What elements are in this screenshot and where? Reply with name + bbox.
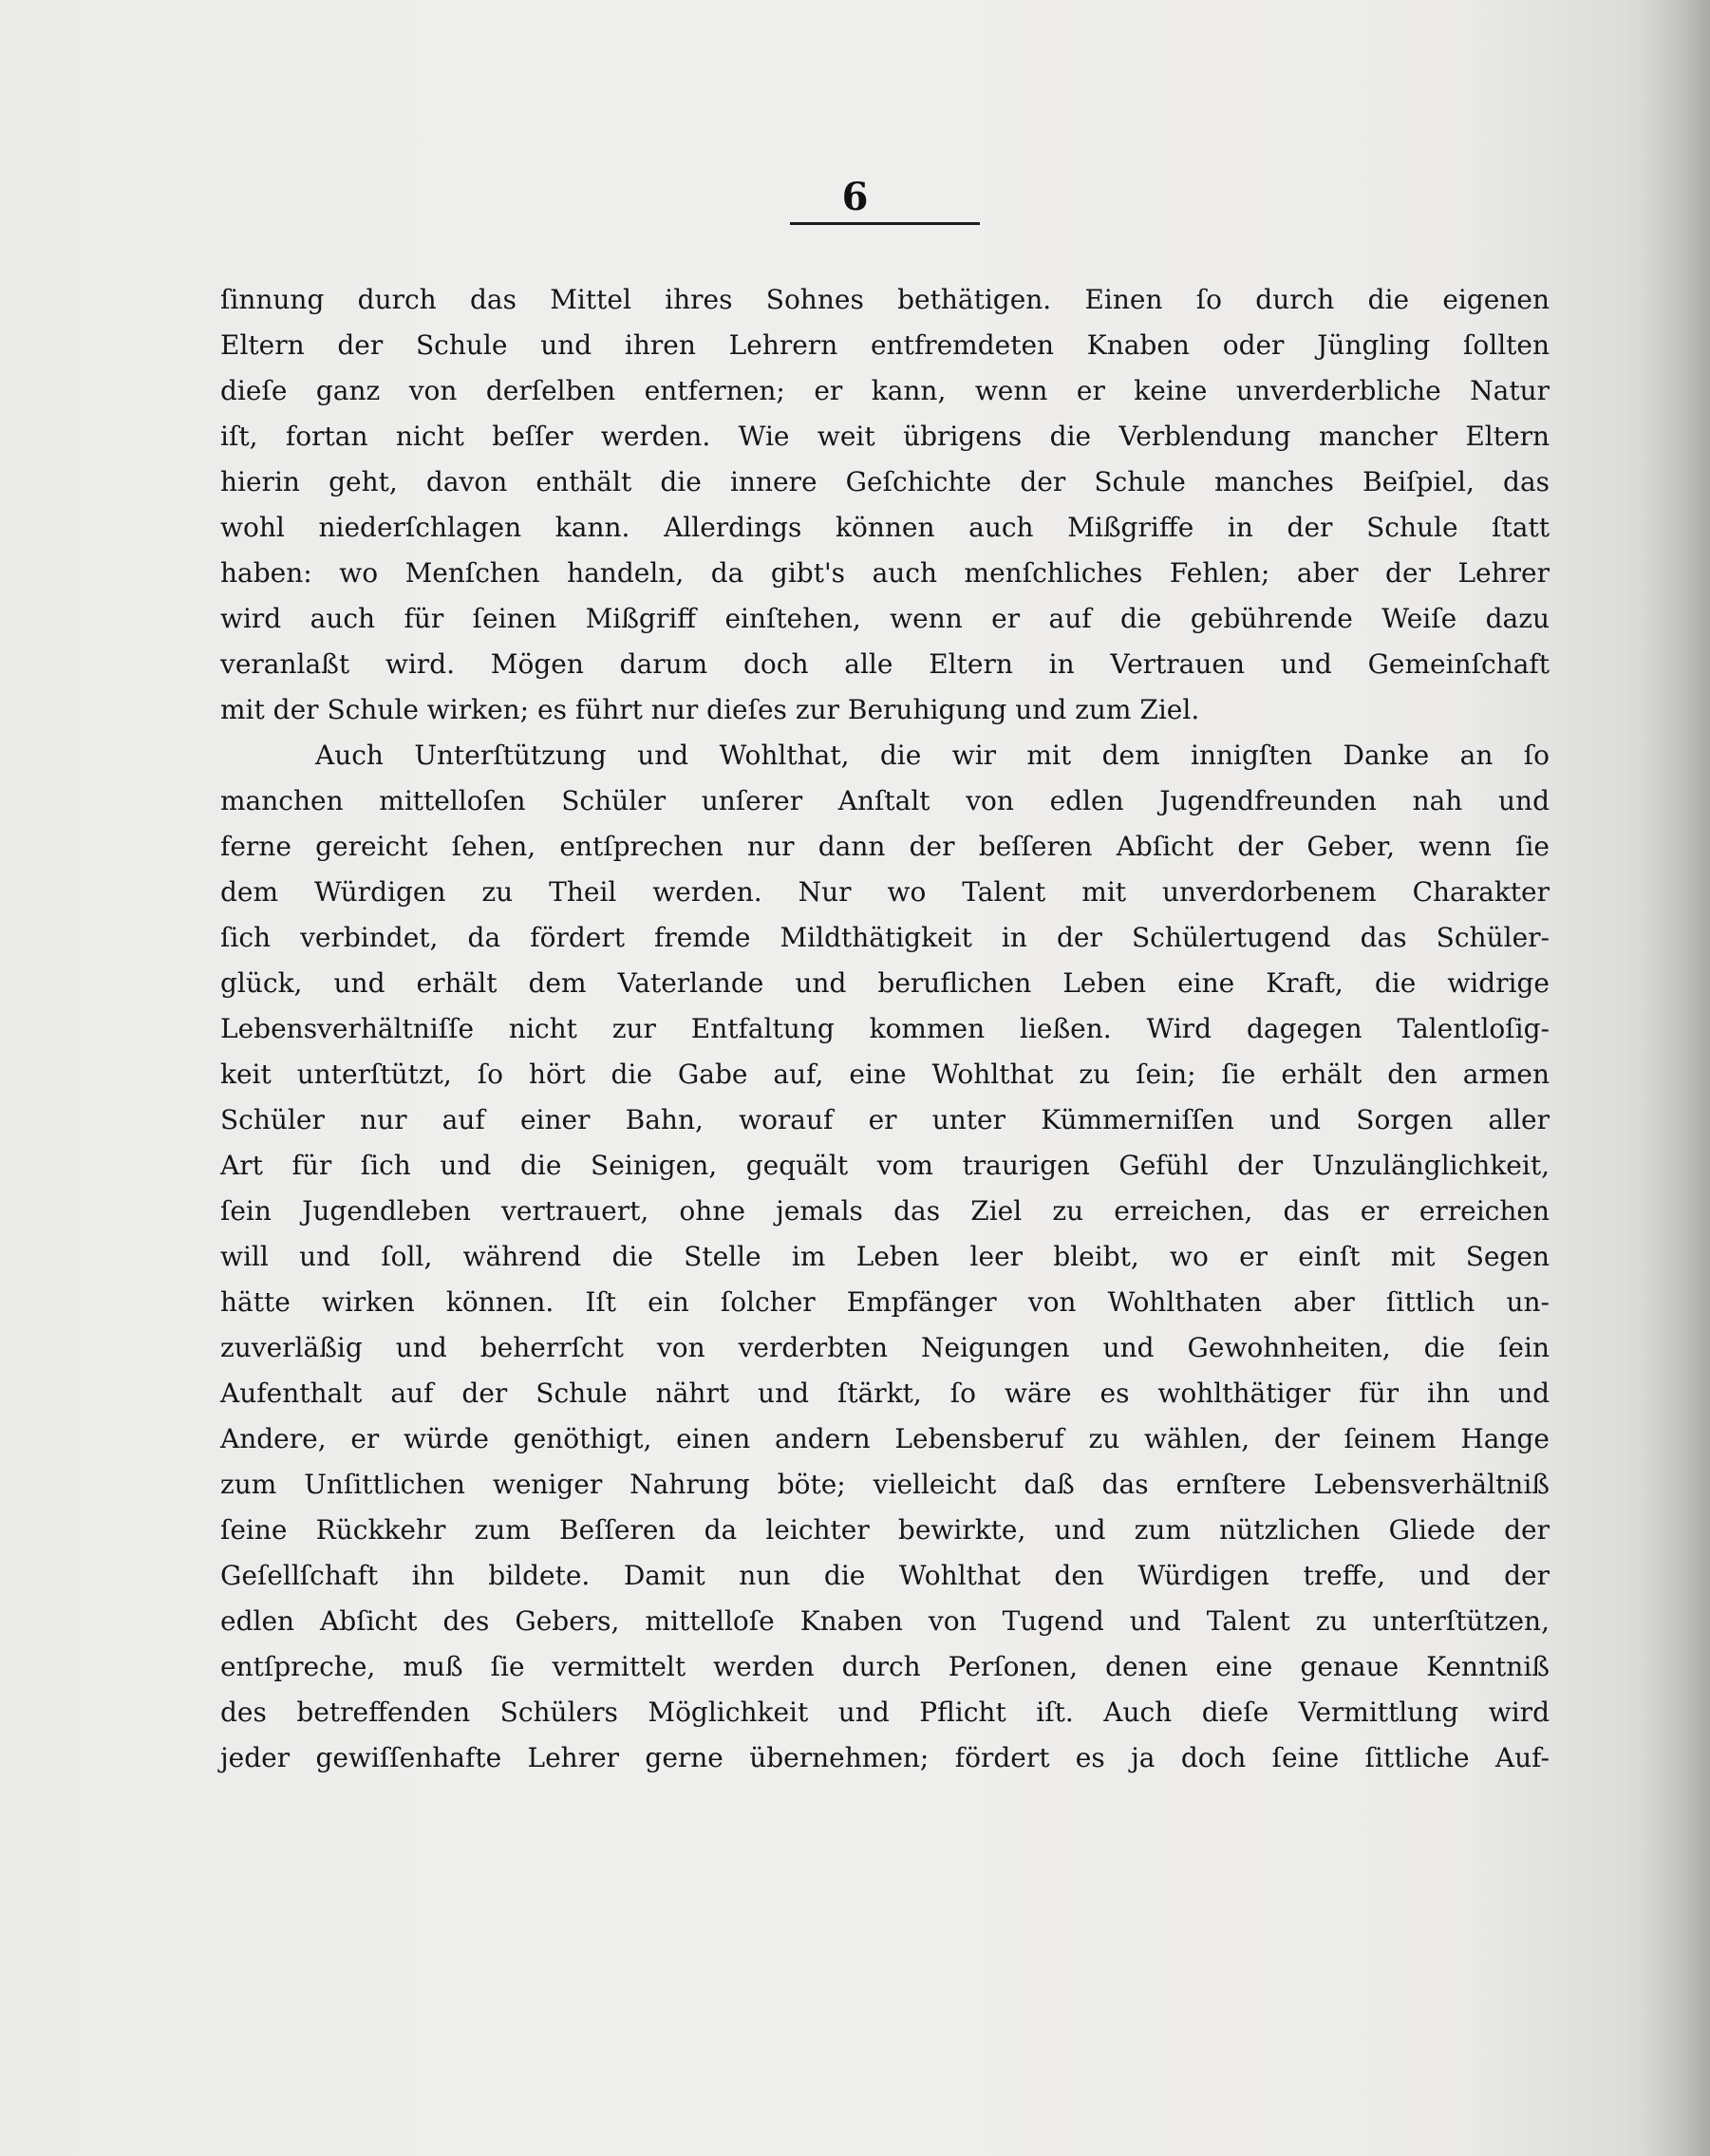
text-line: ſinnung durch das Mittel ihres Sohnes bethätigen. Einen ſo durch die eigenen — [220, 284, 1550, 315]
text-line: des betreffenden Schülers Möglichkeit und Pflicht iſt. Auch dieſe Vermittlung wird — [220, 1697, 1550, 1728]
text-line: wohl niederſchlagen kann. Allerdings können auch Mißgriffe in der Schule ſtatt — [220, 512, 1550, 543]
text-line: will und ſoll, während die Stelle im Leben leer bleibt, wo er einſt mit Segen — [220, 1241, 1550, 1272]
text-line: edlen Abſicht des Gebers, mittelloſe Knaben von Tugend und Talent zu unterſtützen, — [220, 1605, 1550, 1637]
text-line: glück, und erhält dem Vaterlande und beruflichen Leben eine Kraft, die widrige — [220, 967, 1550, 999]
text-line: iſt, fortan nicht beſſer werden. Wie weit übrigens die Verblendung mancher Eltern — [220, 421, 1550, 452]
paragraph-2 — [220, 733, 1550, 1781]
text-line: hierin geht, davon enthält die innere Geſchichte der Schule manches Beiſpiel, das — [220, 466, 1550, 497]
body-text — [220, 277, 1550, 1781]
text-line: keit unterſtützt, ſo hört die Gabe auf, eine Wohlthat zu ſein; ſie erhält den armen — [220, 1059, 1550, 1090]
text-line: zuverläßig und beherrſcht von verderbten Neigungen und Gewohnheiten, die ſein — [220, 1332, 1550, 1363]
text-line: ſein Jugendleben vertrauert, ohne jemals das Ziel zu erreichen, das er erreichen — [220, 1195, 1550, 1227]
text-line: veranlaßt wird. Mögen darum doch alle Eltern in Vertrauen und Gemeinſchaft — [220, 648, 1550, 680]
text-line: ſeine Rückkehr zum Beſſeren da leichter bewirkte, und zum nützlichen Gliede der — [220, 1514, 1550, 1546]
text-line: Auch Unterſtützung und Wohlthat, die wir mit dem innigſten Danke an ſo — [315, 740, 1550, 771]
page-number: 6 — [841, 175, 869, 219]
text-line: Eltern der Schule und ihren Lehrern entfremdeten Knaben oder Jüngling ſollten — [220, 329, 1550, 361]
text-line: wird auch für ſeinen Mißgriff einſtehen, wenn er auf die gebührende Weiſe dazu — [220, 603, 1550, 634]
text-line: haben: wo Menſchen handeln, da gibt's auch menſchliches Fehlen; aber der Lehrer — [220, 557, 1550, 589]
text-line: ferne gereicht ſehen, entſprechen nur dann der beſſeren Abſicht der Geber, wenn ſie — [220, 831, 1550, 862]
text-line: dem Würdigen zu Theil werden. Nur wo Talent mit unverdorbenem Charakter — [220, 876, 1550, 908]
text-line: entſpreche, muß ſie vermittelt werden durch Perſonen, denen eine genaue Kenntniß — [220, 1651, 1550, 1682]
text-line: Lebensverhältniſſe nicht zur Entfaltung kommen ließen. Wird dagegen Talentloſig- — [220, 1013, 1550, 1044]
text-line: jeder gewiſſenhafte Lehrer gerne übernehmen; fördert es ja doch ſeine ſittliche Auf- — [220, 1742, 1550, 1773]
text-line: ſich verbindet, da fördert fremde Mildthätigkeit in der Schülertugend das Schüler- — [220, 922, 1550, 953]
text-line: manchen mittelloſen Schüler unſerer Anſtalt von edlen Jugendfreunden nah und — [220, 785, 1550, 816]
text-line: Art für ſich und die Seinigen, gequält vom traurigen Gefühl der Unzulänglichkeit, — [220, 1150, 1550, 1181]
paragraph-1 — [220, 277, 1550, 733]
text-line: Aufenthalt auf der Schule nährt und ſtärkt, ſo wäre es wohlthätiger für ihn und — [220, 1378, 1550, 1409]
header-rule — [790, 222, 980, 225]
text-line: dieſe ganz von derſelben entfernen; er kann, wenn er keine unverderbliche Natur — [220, 375, 1550, 406]
text-line: mit der Schule wirken; es führt nur dieſes zur Beruhigung und zum Ziel. — [220, 694, 1200, 725]
text-line: hätte wirken können. Iſt ein ſolcher Empfänger von Wohlthaten aber ſittlich un- — [220, 1286, 1550, 1318]
text-line: Andere, er würde genöthigt, einen andern Lebensberuf zu wählen, der ſeinem Hange — [220, 1423, 1550, 1454]
text-line: Schüler nur auf einer Bahn, worauf er unter Kümmerniſſen und Sorgen aller — [220, 1104, 1550, 1135]
text-line: zum Unſittlichen weniger Nahrung böte; vielleicht daß das ernſtere Lebensverhältniß — [220, 1469, 1550, 1500]
text-line: Geſellſchaft ihn bildete. Damit nun die Wohlthat den Würdigen treffe, und der — [220, 1560, 1550, 1591]
binding-gutter-shadow — [1644, 0, 1710, 2156]
